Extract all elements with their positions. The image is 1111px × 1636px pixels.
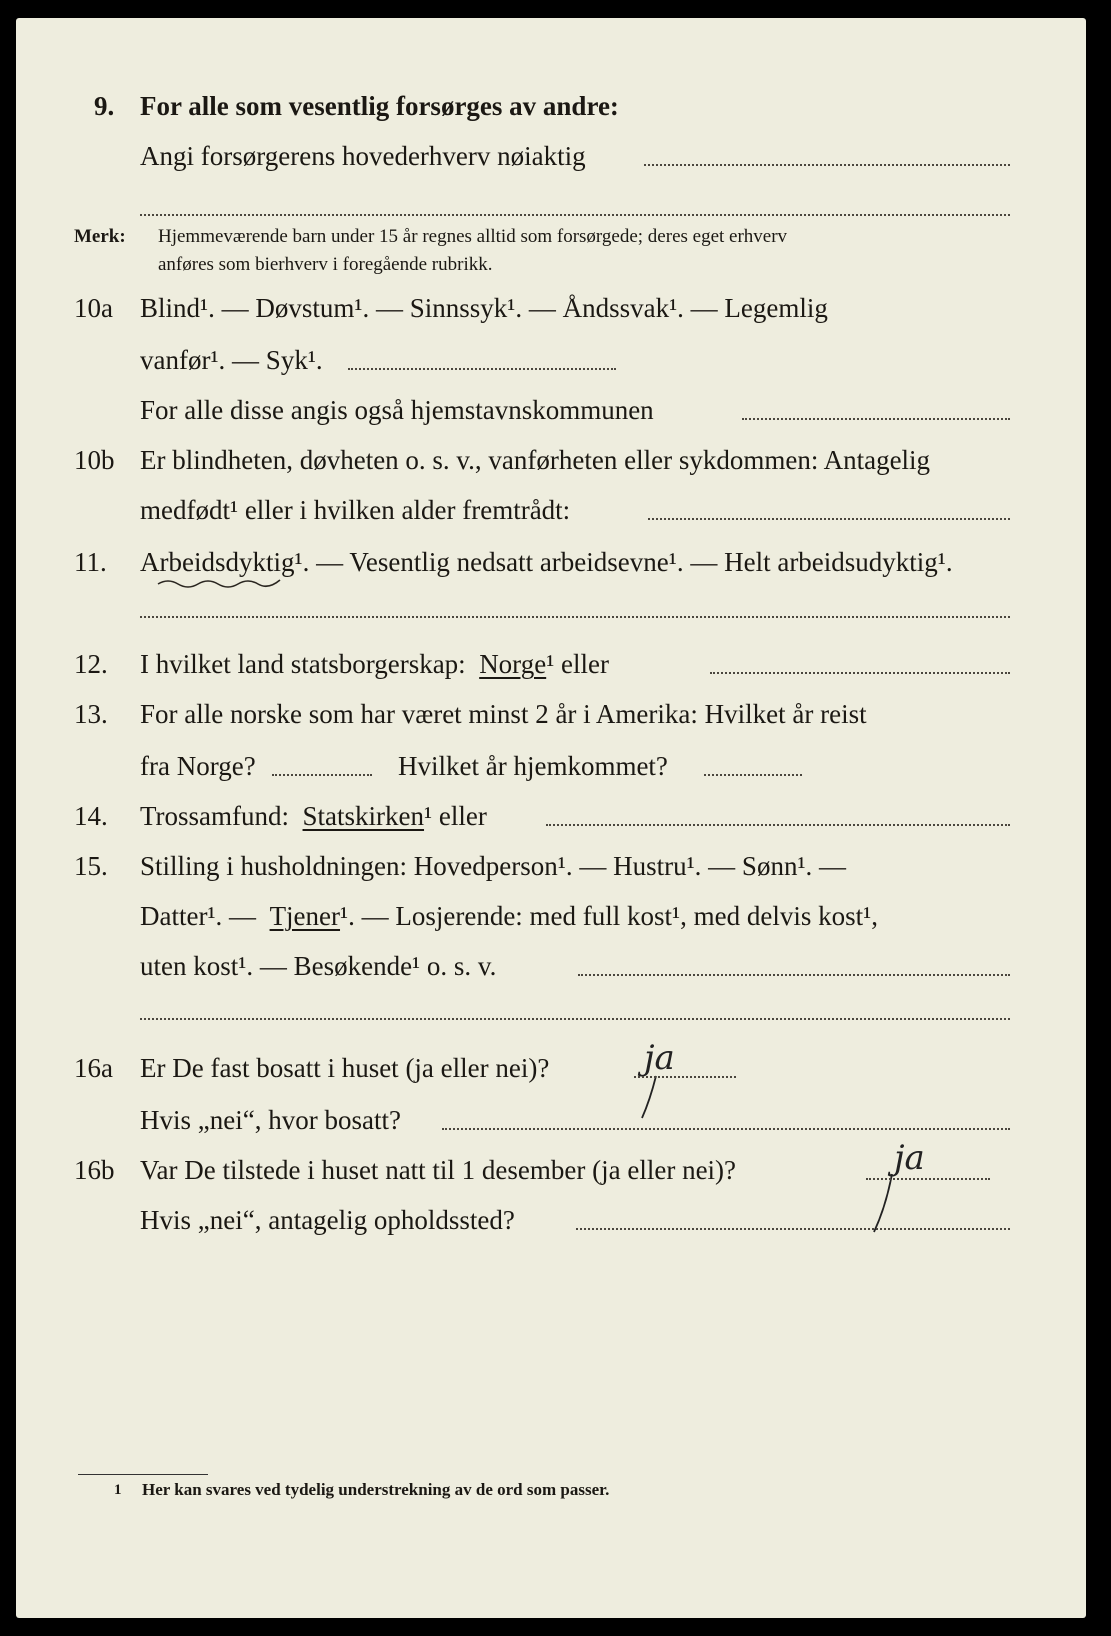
- q16b-opholdssted-line[interactable]: [576, 1228, 1010, 1230]
- merk-label: Merk:: [74, 226, 126, 247]
- form-page: [16, 18, 1086, 1618]
- q15-line2: [140, 900, 878, 932]
- q15-number: 15.: [74, 851, 108, 881]
- q16b-answer[interactable]: ja: [894, 1138, 925, 1178]
- q16a-answer-line[interactable]: [634, 1076, 736, 1078]
- q14-prefix: Trossamfund:: [140, 801, 290, 831]
- q9-number: 9.: [94, 91, 115, 121]
- q9-answer-line-2[interactable]: [140, 214, 1010, 216]
- q14-number: 14.: [74, 801, 108, 831]
- q16b-question: Var De tilstede i huset natt til 1 desember (ja eller nei)?: [140, 1155, 737, 1185]
- q10a-kommune-line[interactable]: [742, 418, 1010, 420]
- q15-line1: Stilling i husholdningen: Hovedperson¹. — Hustru¹. — Sønn¹. —: [140, 851, 847, 881]
- q11-answer-line[interactable]: [140, 616, 1010, 618]
- q16b-followup: Hvis „nei“, antagelig opholdssted?: [140, 1205, 515, 1235]
- q9-heading: For alle som vesentlig forsørges av andre:: [140, 91, 619, 121]
- q9-answer-line[interactable]: [644, 164, 1010, 166]
- merk-line1: Hjemmeværende barn under 15 år regnes alltid som forsørgede; deres eget erhverv: [158, 226, 788, 247]
- q10b-line1: Er blindheten, døvheten o. s. v., vanførheten eller sykdommen: Antagelig: [140, 445, 931, 475]
- q10a-line3: For alle disse angis også hjemstavnskommunen: [140, 395, 654, 425]
- q12-text: [140, 648, 609, 680]
- footnote-rule: [78, 1474, 208, 1475]
- q10a-answer-line[interactable]: [348, 368, 616, 370]
- q13-reist-line[interactable]: [272, 774, 372, 776]
- q10b-number: 10b: [74, 445, 115, 475]
- merk-line2: anføres som bierhverv i foregående rubrikk.: [158, 254, 493, 275]
- q13-part1: fra Norge?: [140, 751, 256, 781]
- q15-line2-b: ¹. — Losjerende: med full kost¹, med delvis kost¹,: [340, 901, 878, 931]
- q14-suffix: ¹ eller: [424, 801, 487, 831]
- q11-handwritten-underline: [156, 576, 284, 590]
- q14-opt-statskirken[interactable]: Statskirken: [302, 801, 425, 831]
- q16a-answer-stroke: [634, 1074, 664, 1124]
- q10b-answer-line[interactable]: [648, 518, 1010, 520]
- q12-suffix: ¹ eller: [546, 649, 609, 679]
- q10a-number: 10a: [74, 293, 113, 323]
- q13-hjemkommet-line[interactable]: [704, 774, 802, 776]
- q10a-line2: vanfør¹. — Syk¹.: [140, 345, 323, 375]
- footnote-text: Her kan svares ved tydelig understrekning av de ord som passer.: [142, 1480, 610, 1499]
- q16b-number: 16b: [74, 1155, 115, 1185]
- q15-opt-tjener[interactable]: Tjener: [269, 901, 341, 931]
- q13-part2: Hvilket år hjemkommet?: [398, 751, 668, 781]
- q13-number: 13.: [74, 699, 108, 729]
- q16b-answer-line[interactable]: [866, 1178, 990, 1180]
- footnote-mark: 1: [114, 1482, 122, 1498]
- q10a-line1: Blind¹. — Døvstum¹. — Sinnssyk¹. — Åndssvak¹. — Legemlig: [140, 293, 828, 323]
- q12-prefix: I hvilket land statsborgerskap:: [140, 649, 466, 679]
- q11-text: [140, 546, 953, 578]
- q11-rest: ¹. — Vesentlig nedsatt arbeidsevne¹. — Helt arbeidsudyktig¹.: [294, 547, 953, 577]
- q11-opt-arbeidsdyktig[interactable]: Arbeidsdyktig: [140, 547, 295, 577]
- q14-text: [140, 800, 487, 832]
- q11-number: 11.: [74, 547, 107, 577]
- q12-number: 12.: [74, 649, 108, 679]
- q12-answer-line[interactable]: [710, 672, 1010, 674]
- q15-answer-line-2[interactable]: [140, 1018, 1010, 1020]
- q9-prompt: Angi forsørgerens hovederhverv nøiaktig: [140, 141, 586, 171]
- q10b-line2: medfødt¹ eller i hvilken alder fremtrådt:: [140, 495, 571, 525]
- q15-answer-line[interactable]: [578, 974, 1010, 976]
- q13-line1: For alle norske som har været minst 2 år i Amerika: Hvilket år reist: [140, 699, 867, 729]
- q15-line3: uten kost¹. — Besøkende¹ o. s. v.: [140, 951, 497, 981]
- q16a-number: 16a: [74, 1053, 113, 1083]
- q15-line2-a: Datter¹. —: [140, 901, 257, 931]
- q16a-bosatt-line[interactable]: [442, 1128, 1010, 1130]
- q14-answer-line[interactable]: [546, 824, 1010, 826]
- q16a-answer[interactable]: ja: [644, 1038, 675, 1078]
- q16a-question: Er De fast bosatt i huset (ja eller nei)?: [140, 1053, 550, 1083]
- q16a-followup: Hvis „nei“, hvor bosatt?: [140, 1105, 401, 1135]
- q12-opt-norge[interactable]: Norge: [479, 649, 547, 679]
